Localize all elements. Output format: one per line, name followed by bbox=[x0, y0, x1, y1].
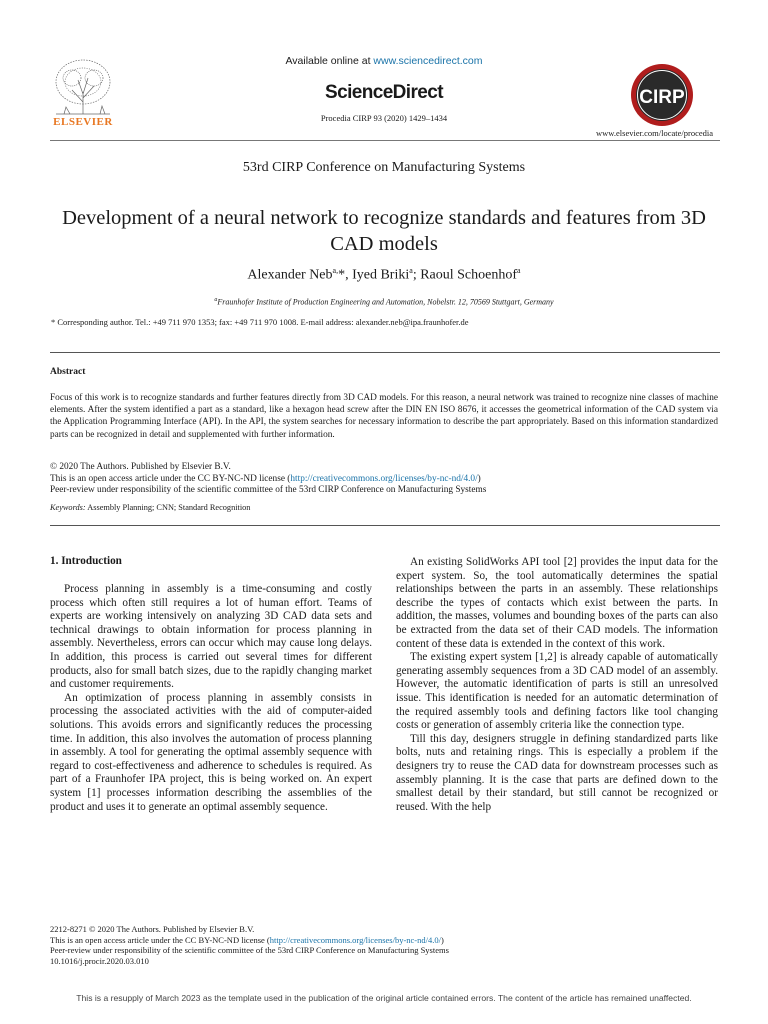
page-footer bbox=[50, 924, 720, 966]
sciencedirect-brand: ScienceDirect bbox=[325, 82, 443, 103]
author-1: Alexander Neb bbox=[247, 267, 333, 283]
author-separator: , bbox=[345, 267, 353, 283]
author-1-affiliation: a, bbox=[332, 266, 339, 275]
footer-license-suffix: ) bbox=[441, 934, 444, 945]
resupply-notice: This is a resupply of March 2023 as the template used in the publication of the original article contained errors. The content of the article has remained unaffected. bbox=[76, 993, 692, 1003]
abstract-peer-review: Peer-review under responsibility of the scientific committee of the 53rd CIRP Conference on Manufacturing Systems bbox=[50, 485, 487, 495]
footer-license-prefix: This is an open access article under the CC BY-NC-ND license ( bbox=[50, 934, 270, 945]
paragraph: An optimization of process planning in assembly consists in processing the associated activities with the aid of computer-aided solutions. This avoids errors and significantly reduces the processing time. In addition, this also involves the automation of process planning in assembly. A tool for generating the optimal assembly sequence with regard to cost-effectiveness and adherence to schedules is required. As part of a Fraunhofer IPA project, this is being worked on. An expert system [1] processes information describing the assemblies of the product and uses it to generate an optimal assembly sequence. bbox=[50, 691, 372, 813]
footer-issn: 2212-8271 © 2020 The Authors. Published by Elsevier B.V. bbox=[50, 924, 255, 934]
keywords bbox=[50, 503, 250, 512]
left-column bbox=[50, 583, 372, 814]
license-link[interactable]: http://creativecommons.org/licenses/by-nc-nd/4.0/ bbox=[290, 473, 478, 484]
abstract-heading: Abstract bbox=[50, 367, 86, 377]
journal-homepage-link[interactable]: www.elsevier.com/locate/procedia bbox=[596, 128, 713, 138]
elsevier-wordmark: ELSEVIER bbox=[53, 116, 113, 128]
journal-citation: Procedia CIRP 93 (2020) 1429–1434 bbox=[320, 113, 448, 123]
paragraph: Till this day, designers struggle in defining standardized parts like bolts, nuts and retaining rings. This is especially a problem if the designers try to reuse the CAD data for downstream processes such as assembly planning. It is the case that parts are defined down to the smallest detail by their standard, but still cannot be recognized or reused. With the help bbox=[396, 732, 718, 813]
license-suffix: ) bbox=[477, 473, 481, 484]
paper-title: Development of a neural network to recognize standards and features from 3D CAD models bbox=[62, 207, 706, 255]
author-2: Iyed Briki bbox=[352, 267, 410, 283]
cirp-logo bbox=[630, 63, 694, 127]
right-column bbox=[396, 556, 718, 814]
author-separator: ; bbox=[412, 267, 421, 283]
author-2-affiliation: a bbox=[409, 266, 413, 275]
footer-doi[interactable]: 10.1016/j.procir.2020.03.010 bbox=[50, 955, 149, 966]
availability-prefix: Available online at bbox=[285, 55, 374, 67]
affiliation bbox=[0, 297, 768, 307]
abstract-top-rule bbox=[50, 352, 720, 353]
conference-name: 53rd CIRP Conference on Manufacturing Systems bbox=[242, 160, 526, 175]
footer-license-link[interactable]: http://creativecommons.org/licenses/by-nc-nd/4.0/ bbox=[269, 934, 441, 945]
paragraph: The existing expert system [1,2] is already capable of automatically generating assembly sequences from a 3D CAD model of an assembly. However, the automatic identification of parts is still an unresolved issue. This identification is needed for an automatic determination of the required assembly tools and defining factors like tool changing costs or generation of assembly criteria like the connection type. bbox=[396, 651, 718, 732]
abstract-bottom-rule bbox=[50, 525, 720, 526]
affiliation-marker: a bbox=[214, 297, 218, 303]
abstract-license-block bbox=[50, 462, 718, 497]
paragraph: Process planning in assembly is a time-consuming and costly process which often still requires a lot of human effort. Teams of experts are working intensively on analyzing 3D CAD data sets and technical drawings to obtain information for process planning in assembly. Nevertheless, errors can occur which may cause long delays. In addition, this process is carried out several times for different products, also for small batch sizes, due to the rapidly changing market and customer requirements. bbox=[50, 583, 372, 691]
footer-peer-review: Peer-review under responsibility of the scientific committee of the 53rd CIRP Conference on Manufacturing Systems bbox=[50, 945, 449, 956]
abstract-license bbox=[50, 474, 718, 486]
keywords-label: Keywords: bbox=[50, 503, 86, 512]
section-heading: 1. Introduction bbox=[50, 555, 122, 567]
license-prefix: This is an open access article under the CC BY-NC-ND license ( bbox=[50, 473, 291, 484]
sciencedirect-link[interactable]: www.sciencedirect.com bbox=[373, 55, 483, 67]
author-3: Raoul Schoenhof bbox=[420, 267, 518, 283]
cirp-logo-text: CIRP bbox=[639, 87, 685, 108]
footer-license bbox=[50, 935, 720, 946]
paragraph: An existing SolidWorks API tool [2] provides the input data for the expert system. So, the tool automatically determines the spatial relationships between the parts in an assembly. These relationships describe the types of contacts which exist between the parts. In addition, the masses, volumes and bounding boxes of the parts can also be extracted from the data set of their CAD models. The information content of these data is extended in the context of this work. bbox=[396, 556, 718, 650]
header-divider bbox=[50, 140, 720, 141]
keywords-list: Assembly Planning; CNN; Standard Recognition bbox=[85, 503, 251, 512]
corresponding-mark: * bbox=[338, 267, 346, 283]
affiliation-text: Fraunhofer Institute of Production Engineering and Automation, Nobelstr. 12, 70569 Stuttgart, Germany bbox=[217, 297, 554, 307]
author-list bbox=[0, 266, 768, 284]
abstract-text: Focus of this work is to recognize standards and further features directly from 3D CAD models. For this reason, a neural network was trained to recognize nine classes of machine elements. After the system identified a part as a standard, like a hexagon head screw after the DIN EN ISO 8676, it accesses the geometrical information of the CAD system via the Application Programming Interface (API). In the API, the system searches for necessary information to describe the part appropriately. Based on this information standardized parts can be recognized in detail and supplemented with further information. bbox=[50, 393, 718, 440]
abstract-copyright: © 2020 The Authors. Published by Elsevier B.V. bbox=[50, 462, 231, 472]
author-3-affiliation: a bbox=[517, 266, 521, 275]
corresponding-author-note: * Corresponding author. Tel.: +49 711 970 1353; fax: +49 711 970 1008. E-mail address: alexander.neb@ipa.fraunhofer.de bbox=[51, 317, 469, 327]
